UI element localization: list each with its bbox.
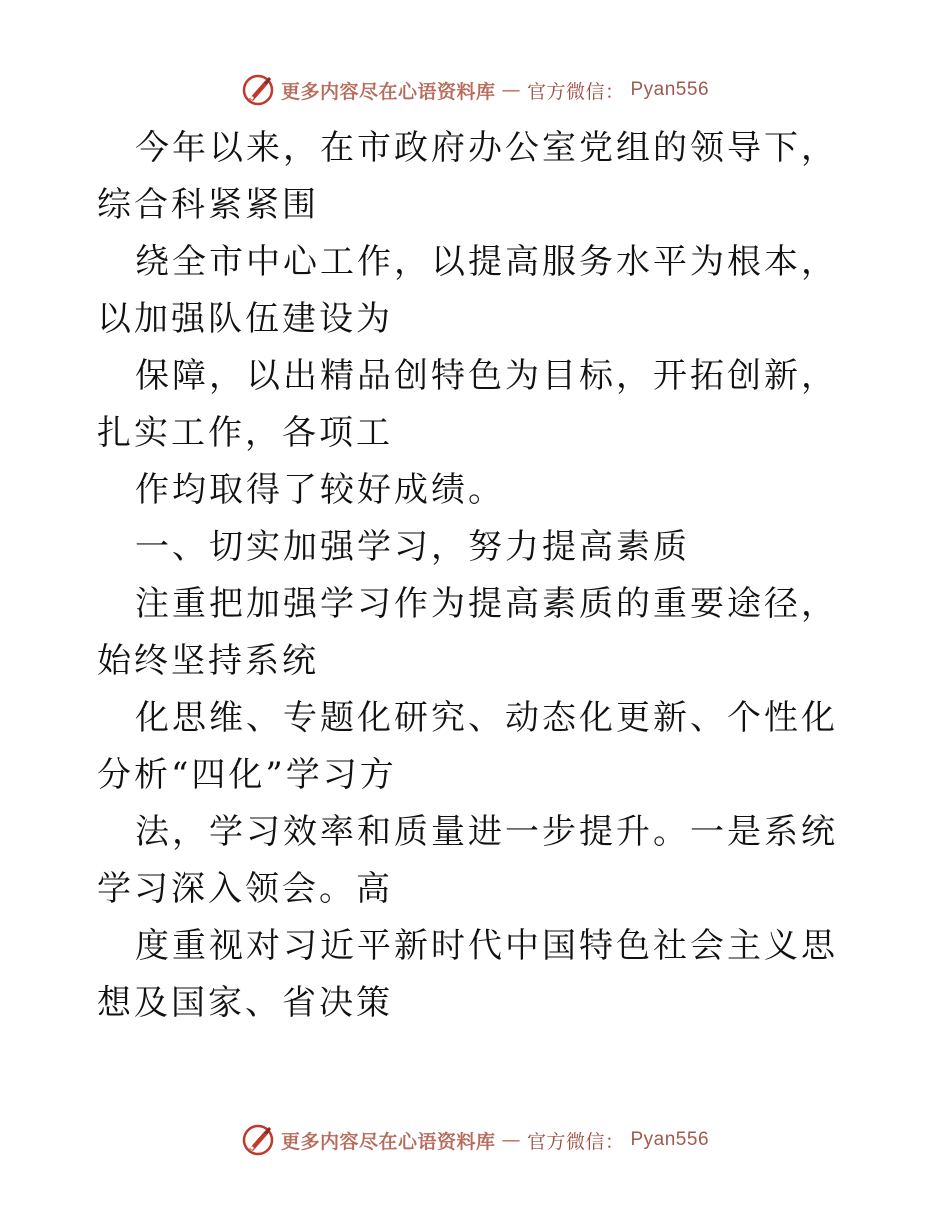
paragraph: 法，学习效率和质量进一步提升。一是系统学习深入领会。高 <box>97 812 838 909</box>
paragraph: 绕全市中心工作，以提高服务水平为根本，以加强队伍建设为 <box>97 242 838 339</box>
paragraph: 化思维、专题化研究、动态化更新、个性化分析“四化”学习方 <box>97 698 838 795</box>
document-body <box>97 120 857 1032</box>
paragraph: 注重把加强学习作为提高素质的重要途径，始终坚持系统 <box>97 584 838 681</box>
quill-pen-circle-icon <box>241 73 275 107</box>
quill-pen-circle-icon <box>241 1123 275 1157</box>
banner-wechat-id: Pyan556 <box>630 1129 710 1150</box>
banner-dash: — <box>501 79 521 101</box>
footer-banner <box>0 1120 950 1160</box>
paragraph: 度重视对习近平新时代中国特色社会主义思想及国家、省决策 <box>97 926 838 1023</box>
section-heading: 一、切实加强学习，努力提高素质 <box>135 527 690 567</box>
banner-wechat-label: 官方微信： <box>526 1130 625 1153</box>
banner-site-name: 更多内容尽在心语资料库 <box>280 80 496 103</box>
paragraph: 保障，以出精品创特色为目标，开拓创新，扎实工作，各项工 <box>97 356 838 453</box>
banner-site-name: 更多内容尽在心语资料库 <box>280 1130 496 1153</box>
banner-wechat-id: Pyan556 <box>630 79 710 100</box>
banner-wechat-label: 官方微信： <box>526 80 625 103</box>
paragraph: 今年以来，在市政府办公室党组的领导下，综合科紧紧围 <box>97 128 838 225</box>
banner-dash: — <box>501 1129 521 1151</box>
paragraph: 作均取得了较好成绩。 <box>135 470 505 510</box>
header-banner <box>0 70 950 110</box>
